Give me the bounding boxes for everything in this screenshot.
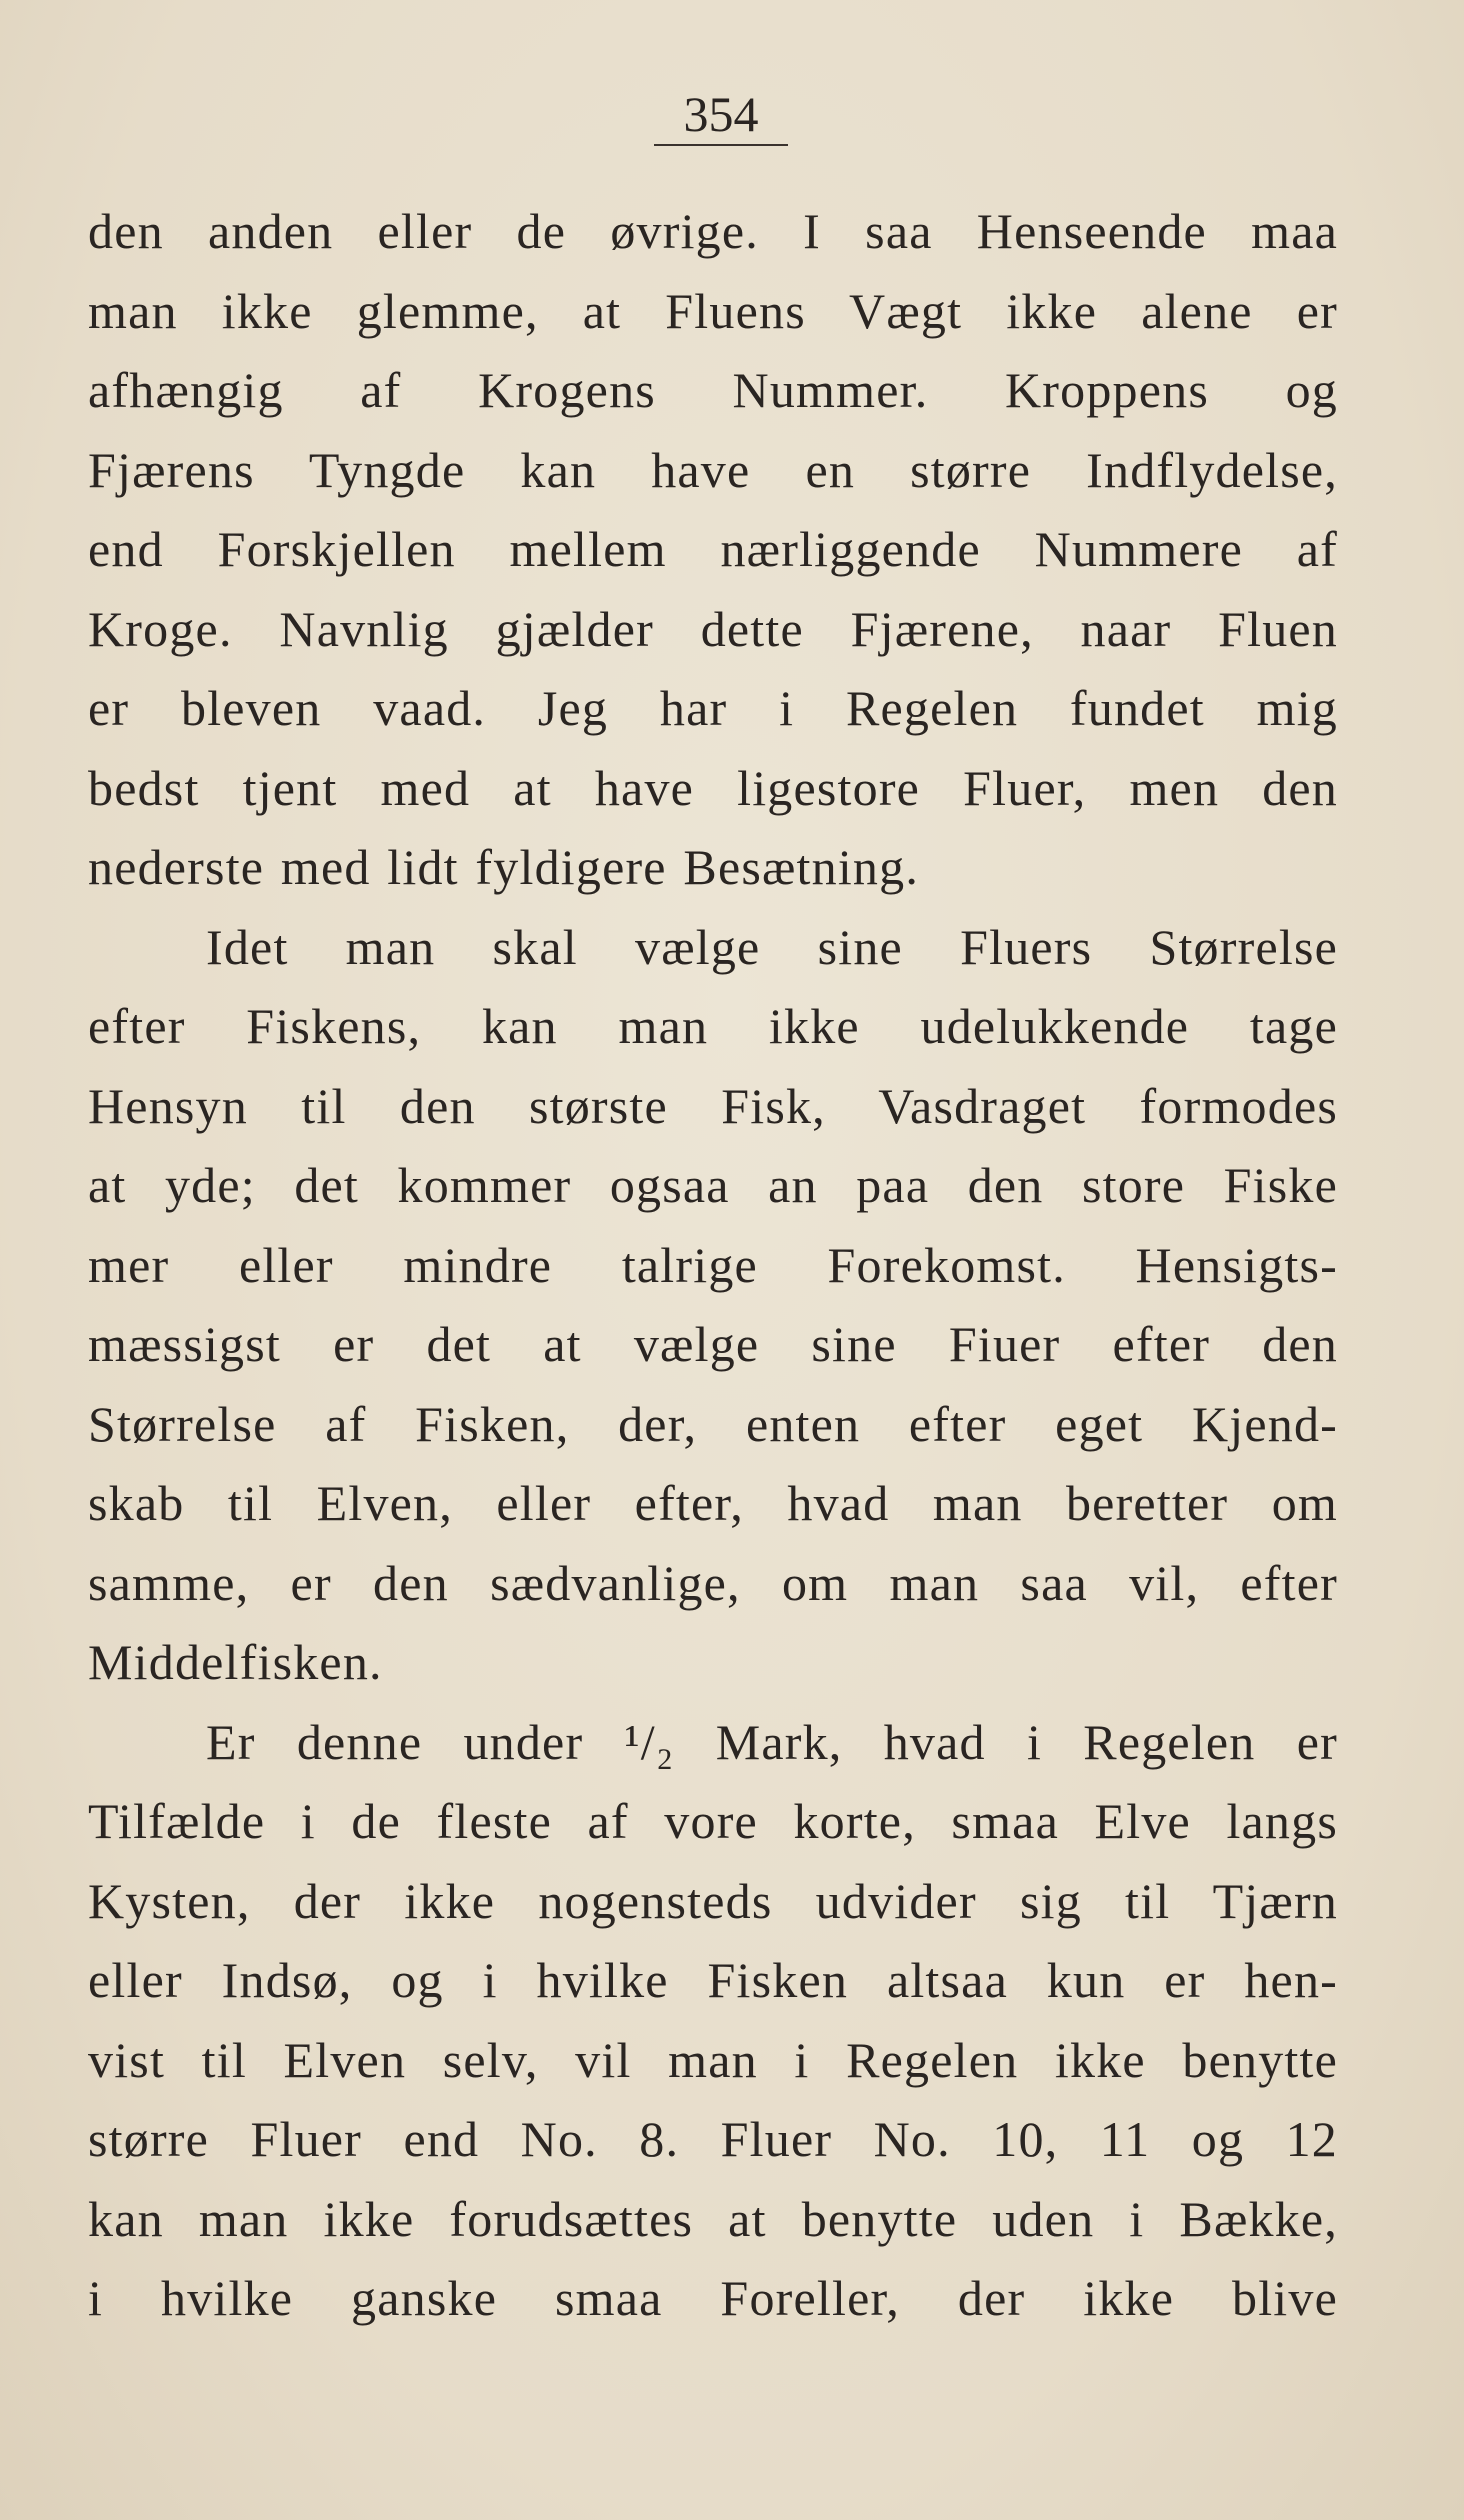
text-line: samme, er den sædvanlige, om man saa vil, efter bbox=[88, 1554, 1338, 1611]
page-number: 354 bbox=[654, 86, 788, 146]
text-line: Kroge. Navnlig gjælder dette Fjærene, naar Fluen bbox=[88, 600, 1338, 657]
body-text bbox=[88, 192, 1338, 2339]
text-line: mæssigst er det at vælge sine Fiuer efter den bbox=[88, 1316, 1338, 1372]
text-line: kan man ikke forudsættes at benytte uden i Bække, bbox=[88, 2190, 1338, 2247]
text-line: i hvilke ganske smaa Foreller, der ikke blive bbox=[88, 2270, 1338, 2326]
text-line: Hensyn til den største Fisk, Vasdraget formodes bbox=[88, 1077, 1338, 1134]
text-line: den anden eller de øvrige. I saa Henseende maa bbox=[88, 203, 1338, 259]
text-line: mer eller mindre talrige Forekomst. Hensigts- bbox=[88, 1236, 1338, 1293]
text-line: Størrelse af Fisken, der, enten efter eget Kjend- bbox=[88, 1395, 1338, 1452]
text-line: efter Fiskens, kan man ikke udelukkende tage bbox=[88, 998, 1338, 1054]
text-line: end Forskjellen mellem nærliggende Nummere af bbox=[88, 521, 1338, 577]
text-line: Tilfælde i de fleste af vore korte, smaa Elve langs bbox=[88, 1793, 1338, 1849]
text-line: Kysten, der ikke nogensteds udvider sig til Tjærn bbox=[88, 1872, 1338, 1929]
text-line: nederste med lidt fyldigere Besætning. bbox=[88, 839, 920, 895]
text-line: Idet man skal vælge sine Fluers Størrelse bbox=[206, 918, 1338, 975]
text-line: bedst tjent med at have ligestore Fluer, men den bbox=[88, 759, 1338, 816]
text-line: er bleven vaad. Jeg har i Regelen fundet mig bbox=[88, 680, 1338, 736]
text-line: Middelfisken. bbox=[88, 1634, 383, 1690]
text-line: at yde; det kommer ogsaa an paa den store Fiske bbox=[88, 1157, 1338, 1213]
text-line: større Fluer end No. 8. Fluer No. 10, 11 og 12 bbox=[88, 2111, 1338, 2167]
text-line: vist til Elven selv, vil man i Regelen ikke benytte bbox=[88, 2031, 1338, 2088]
text-line: afhængig af Krogens Nummer. Kroppens og bbox=[88, 362, 1338, 418]
text-line: Fjærens Tyngde kan have en større Indflydelse, bbox=[88, 441, 1338, 498]
text-line: man ikke glemme, at Fluens Vægt ikke alene er bbox=[88, 282, 1338, 339]
text-line: eller Indsø, og i hvilke Fisken altsaa kun er hen- bbox=[88, 1952, 1338, 2008]
text-line: skab til Elven, eller efter, hvad man beretter om bbox=[88, 1475, 1338, 1531]
text-line: Er denne under ¹/₂ Mark, hvad i Regelen er bbox=[206, 1713, 1338, 1770]
